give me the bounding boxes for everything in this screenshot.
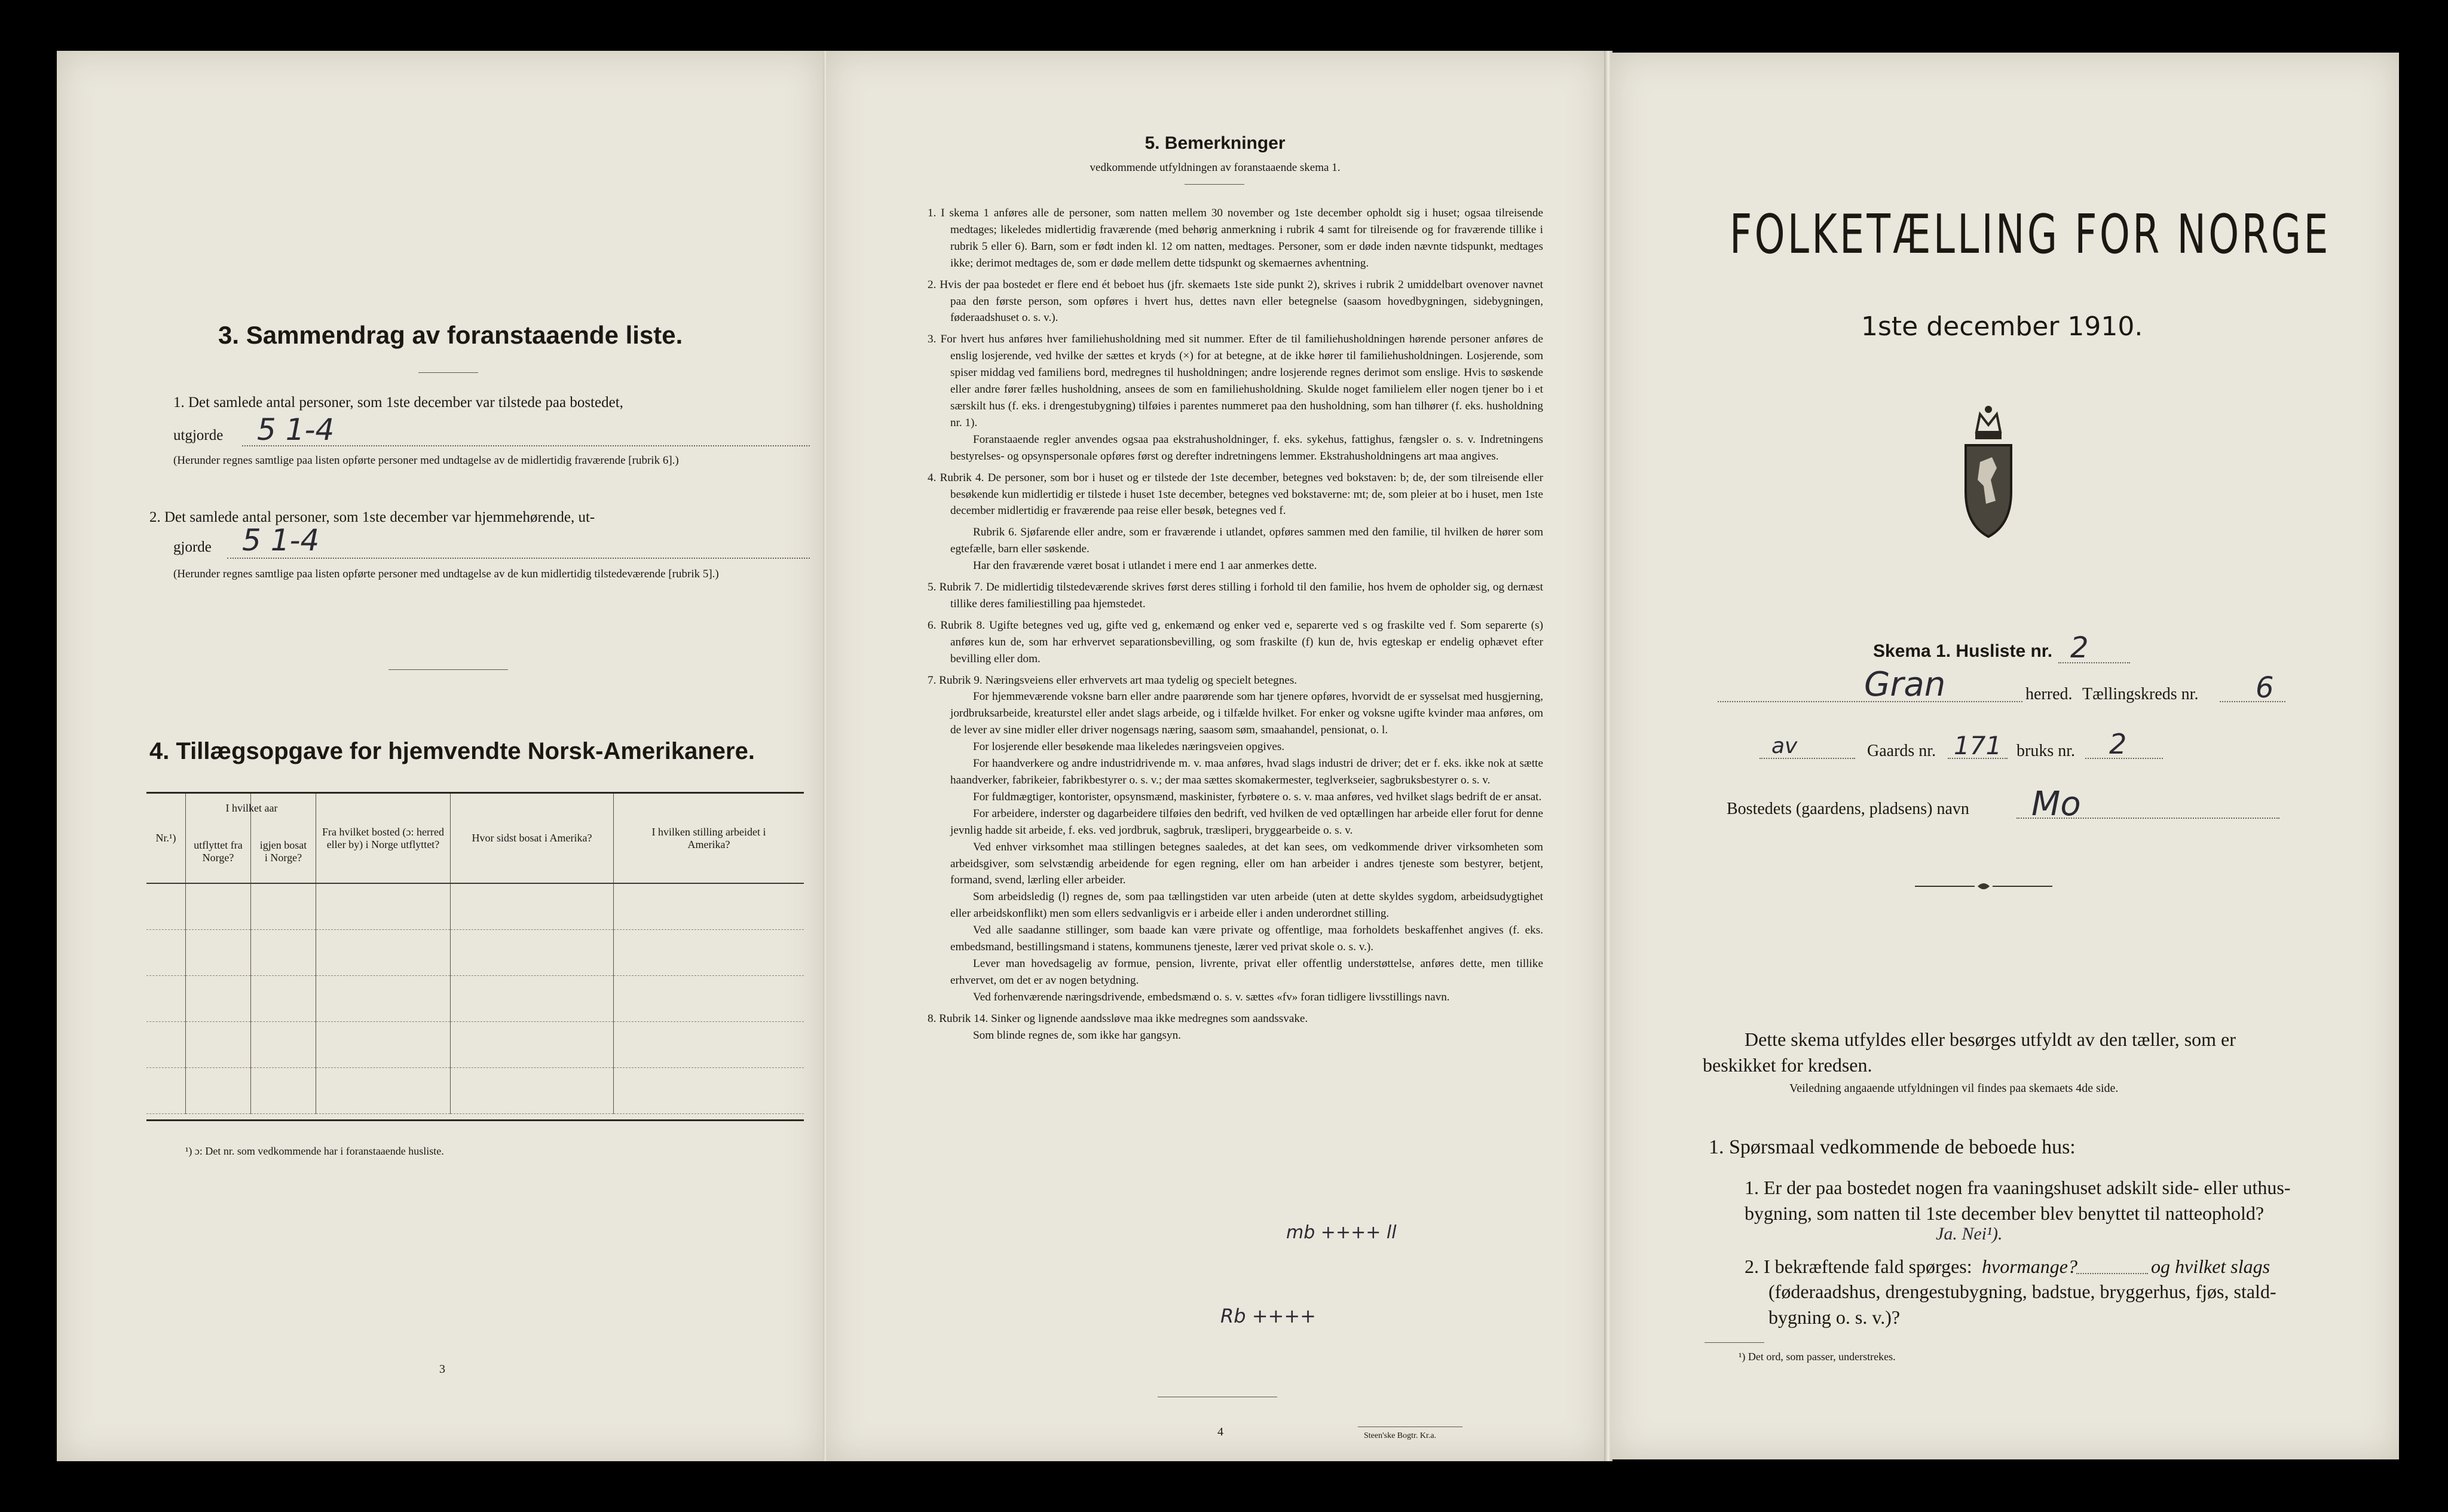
herred-value: Gran xyxy=(1864,665,1946,704)
q2-utgjorde: gjorde xyxy=(173,539,212,555)
question-1: 1. Er der paa bostedet nogen fra vaaningshuset adskilt side- eller uthus-bygning, som natten til 1ste december blev benyttet til natteophold? xyxy=(1745,1177,2291,1224)
question-2a: 2. I bekræftende fald spørges: xyxy=(1745,1256,1972,1277)
norsk-amerikanere-table xyxy=(146,794,804,1114)
col-utflyttet xyxy=(186,794,278,883)
divider xyxy=(388,669,508,670)
bosted-label: Bostedets (gaardens, pladsens) navn xyxy=(1727,800,1969,818)
remark-7: 7. Rubrik 9. Næringsveiens eller erhvervets art maa tydelig og specielt betegnes. xyxy=(928,674,1298,687)
col-utflyttet-label: utflyttet fra Norge? xyxy=(194,839,243,864)
table-row xyxy=(146,883,804,929)
divider xyxy=(418,372,478,373)
q1-text: 1. Det samlede antal personer, som 1ste december var tilstede paa bostedet, xyxy=(173,394,623,411)
handwritten-scribble: Rb ++++ xyxy=(1220,1305,1316,1327)
remark-7e: For arbeidere, inderster og dagarbeidere tilføies den bedrift, ved hvilken de ved optællingen har arbeide eller forut for denne jevnlig hadde sit arbeide, f. eks. ved jordbruk, sagbruk, træsliperi, bryggearbeide o. s. v. xyxy=(950,807,1543,837)
kreds-label: Tællingskreds nr. xyxy=(2082,685,2199,703)
table-bottom-rule xyxy=(146,1119,804,1121)
instruction-small: Veiledning angaaende utfyldningen vil findes paa skemaets 4de side. xyxy=(1789,1082,2119,1095)
remark-7f: Ved enhver virksomhet maa stillingen betegnes saaledes, at det kan sees, om vedkommende driver virksomheten som arbeidsgiver, som selvstændig arbeidende for egen regning, eller om han arbeider i andres tjeneste som bestyrer, betjent, formand, svend, lærling eller arbeider. xyxy=(950,840,1543,887)
coat-of-arms-icon xyxy=(1960,390,2017,540)
remark-2: 2. Hvis der paa bostedet er flere end ét beboet hus (jfr. skemaets 1ste side punkt 2), skrives i rubrik 2 umiddelbart ovenover navnet paa den første person, som opføres i hvert hus, dettes navn eller betegnelse (saasom hovedbygningen, sidebygningen, føderaadshuset o. s. v.). xyxy=(928,278,1543,325)
page-1 xyxy=(1610,53,2399,1459)
col-igjen-label: igjen bosat i Norge? xyxy=(259,839,307,864)
census-date: 1ste december 1910. xyxy=(1861,311,2143,342)
remarks-title: 5. Bemerkninger xyxy=(1145,133,1286,153)
remarks-subtitle: vedkommende utfyldningen av foranstaaende skema 1. xyxy=(1090,161,1341,174)
col-stilling: I hvilken stilling arbeidet i Amerika? xyxy=(614,794,804,883)
av-line xyxy=(1760,758,1855,759)
hvormange-line xyxy=(2076,1273,2148,1274)
instruction-text: Dette skema utfyldes eller besørges utfyldt av den tæller, som er beskikket for kredsen. xyxy=(1703,1029,2236,1076)
remark-8b: Som blinde regnes de, som ikke har gangsyn. xyxy=(973,1029,1181,1042)
remark-6: 6. Rubrik 8. Ugifte betegnes ved ug, gifte ved g, enkemænd og enker ved e, separerte ved s og fraskilte ved f. Som separerte (s) anføres kun de, som har erhvervet separationsbevilling, og som fraskilte (f) kun de, hvis egteskap er endelig ophævet efter bevilling eller dom. xyxy=(928,619,1543,665)
question-1-answer: Ja. Nei¹). xyxy=(1936,1224,2003,1244)
remark-7d: For fuldmægtiger, kontorister, opsynsmænd, maskinister, fyrbøtere o. s. v. maa anføres, ved hvilket slags bedrift de er ansat. xyxy=(973,790,1542,803)
bosted-value: Mo xyxy=(2031,785,2081,824)
table-row xyxy=(146,1021,804,1067)
q1-note: (Herunder regnes samtlige paa listen opførte personer med undtagelse av de midlertidig fraværende [rubrik 6].) xyxy=(173,454,679,467)
gaards-value: 171 xyxy=(1954,731,2002,760)
q2-text: 2. Det samlede antal personer, som 1ste december var hjemmehørende, ut- xyxy=(149,509,595,525)
table-footnote: ¹) ɔ: Det nr. som vedkommende har i foranstaaende husliste. xyxy=(185,1145,444,1157)
right-footnote: ¹) Det ord, som passer, understrekes. xyxy=(1739,1351,1896,1363)
section-3-title: 3. Sammendrag av foranstaaende liste. xyxy=(218,321,683,349)
question-2-og: og hvilket slags xyxy=(2151,1256,2270,1277)
av-value: av xyxy=(1771,734,1798,758)
group-header: I hvilket aar xyxy=(225,802,278,814)
remark-7c: For haandverkere og andre industridrivende m. v. maa anføres, hvad slags industri de driver; det er f. eks. ikke nok at sætte haandverker, fabrikeier, fabrikbestyrer o. s. v.; der maa sættes skomakermester, teglverkseier, sagbruksbestyrer o. s. v. xyxy=(950,757,1543,786)
questions-heading: 1. Spørsmaal vedkommende de beboede hus: xyxy=(1709,1136,2076,1158)
husliste-line xyxy=(2058,662,2130,663)
q2-value: 5 1-4 xyxy=(242,523,320,558)
col-bosted: Fra hvilket bosted (ɔ: herred eller by) i Norge utflyttet? xyxy=(316,794,451,883)
handwritten-scribble: mb ++++ ll xyxy=(1286,1222,1397,1243)
remark-3b: Foranstaaende regler anvendes ogsaa paa ekstrahusholdninger, f. eks. sykehus, fattighus, fængsler o. s. v. Indretningens bestyrelses- og opsynspersonale opføres først og derefter indretningens lemmer. Ekstrahusholdningens art maa angives. xyxy=(950,433,1543,463)
bruks-label: bruks nr. xyxy=(2016,742,2075,760)
divider xyxy=(1185,184,1244,185)
table-row xyxy=(146,929,804,975)
section-4-title: 4. Tillægsopgave for hjemvendte Norsk-Amerikanere. xyxy=(149,738,755,764)
kreds-line xyxy=(2220,701,2285,702)
remark-4c: Har den fraværende været bosat i utlandet i mere end 1 aar anmerkes dette. xyxy=(973,559,1317,573)
printer-imprint: Steen'ske Bogtr. Kr.a. xyxy=(1364,1431,1437,1440)
remark-7b: For losjerende eller besøkende maa likeledes næringsveien opgives. xyxy=(973,740,1285,754)
table-row xyxy=(146,1067,804,1113)
remark-1: 1. I skema 1 anføres alle de personer, som natten mellem 30 november og 1ste december opholdt sig i huset; ogsaa tilreisende medtages; likeledes midlertidig fraværende (med behørig anmerkning i rubrik 4 samt for tilreisende og for fraværende tillike i rubrik 5 eller 6). Barn, som er født inden kl. 12 om natten, medtages. Personer, som er døde inden nævnte tidspunkt, medtages ikke; derimot medtages de, som er døde mellem dette tidspunkt og skemaernes avhentning. xyxy=(928,207,1543,270)
q1-utgjorde: utgjorde xyxy=(173,427,224,443)
remark-7h: Ved alle saadanne stillinger, som baade kan være private og offentlige, maa forholdets beskaffenhet angives (f. eks. embedsmand, bestillingsmand i statens, kommunens tjeneste, lærer ved privat skole o. s. v.). xyxy=(950,924,1543,954)
gaards-label: Gaards nr. xyxy=(1867,742,1936,760)
question-2-hvormange: hvormange? xyxy=(1982,1256,2077,1277)
remark-4b: Rubrik 6. Sjøfarende eller andre, som er fraværende i utlandet, opføres sammen med den familie, til hvilken de hører som egtefælle, barn eller søskende. xyxy=(950,526,1543,556)
q2-dotline xyxy=(227,558,810,559)
question-2b: (føderaadshus, drengestubygning, badstue, bryggerhus, fjøs, stald-bygning o. s. v.)? xyxy=(1768,1281,2276,1328)
remark-7g: Som arbeidsledig (l) regnes de, som paa tællingstiden var uten arbeide (uten at dette skyldes sygdom, arbeidsudygtighet eller arbeidskonflikt) men som ellers sedvanligvis er i arbeide eller i anden underordnet stilling. xyxy=(950,890,1543,920)
kreds-value: 6 xyxy=(2256,671,2274,705)
remark-5: 5. Rubrik 7. De midlertidig tilstedeværende skrives først deres stilling i forhold til den familie, hos hvem de opholder sig, og dernæst tillike deres familiestilling paa hjemstedet. xyxy=(928,581,1543,610)
remarks-body xyxy=(928,205,1543,1044)
table-row xyxy=(146,975,804,1021)
q2-note: (Herunder regnes samtlige paa listen opførte personer med undtagelse av de kun midlertidig tilstedeværende [rubrik 5].) xyxy=(173,568,719,580)
remark-8: 8. Rubrik 14. Sinker og lignende aandssløve maa ikke medregnes som aandssvake. xyxy=(928,1012,1308,1025)
col-amerika: Hvor sidst bosat i Amerika? xyxy=(451,794,614,883)
census-title: FOLKETÆLLING FOR NORGE xyxy=(1730,203,2331,266)
remark-7a: For hjemmeværende voksne barn eller andre paarørende som har tjenere opføres, hvorvidt de er sysselsat med husgjerning, jordbruksarbeide, kreaturstel eller andet slags arbeide, og i tilfælde hvilket. For enker og voksne ugifte kvinder maa anføres, om de lever av sine midler eller driver nogensags næring, saasom søm, smaahandel, pensionat, o. l. xyxy=(950,690,1543,737)
skema-label: Skema 1. Husliste nr. xyxy=(1873,641,2053,661)
page-3 xyxy=(57,51,823,1461)
remark-3: 3. For hvert hus anføres hver familiehusholdning med sit nummer. Efter de til familiehusholdningen hørende personer anføres de enslig losjerende, ved hvilke der sættes et kryds (×) for at betegne, at de ikke hører til familiehusholdningen. Losjerende, som spiser middag ved familiens bord, medregnes til husholdningen; andre losjerende regnes derimot som enslige. Hvis to søskende eller andre fører fælles husholdning, ansees de som en familiehusholdning. Skulde noget familielem eller nogen tjener bo i et særskilt hus (f. eks. i drengestubygning) tilføies i parentes nummeret paa den husholdning, som han tilhører (f. eks. husholdning nr. 1). xyxy=(928,333,1543,429)
husliste-nr-value: 2 xyxy=(2070,631,2089,665)
herred-label: herred. xyxy=(2025,685,2073,703)
remark-7j: Ved forhenværende næringsdrivende, embedsmænd o. s. v. sættes «fv» foran tidligere livsstillings navn. xyxy=(973,990,1450,1003)
ornament-divider xyxy=(1915,880,2052,892)
col-nr: Nr.¹) xyxy=(155,832,176,844)
q1-value: 5 1-4 xyxy=(257,412,335,447)
page-number: 4 xyxy=(1217,1425,1223,1438)
bruks-value: 2 xyxy=(2109,728,2127,760)
remark-7i: Lever man hovedsagelig av formue, pension, livrente, privat eller offentlig understøttelse, anføres dette, men tillike erhvervet, om det er av nogen betydning. xyxy=(950,957,1543,987)
page-number: 3 xyxy=(439,1363,445,1376)
remark-4: 4. Rubrik 4. De personer, som bor i huset og er tilstede der 1ste december, betegnes ved bokstaven: b; de, der som tilreisende eller besøkende kun midlertidig er tilstede i huset 1ste december, betegnes ved bokstaverne: mt; de, som pleier at bo i huset, men 1ste december midlertidig er fraværende paa reise eller besøk, betegnes ved f. xyxy=(928,471,1543,518)
page-4 xyxy=(826,51,1604,1461)
footnote-rule xyxy=(1705,1342,1764,1343)
